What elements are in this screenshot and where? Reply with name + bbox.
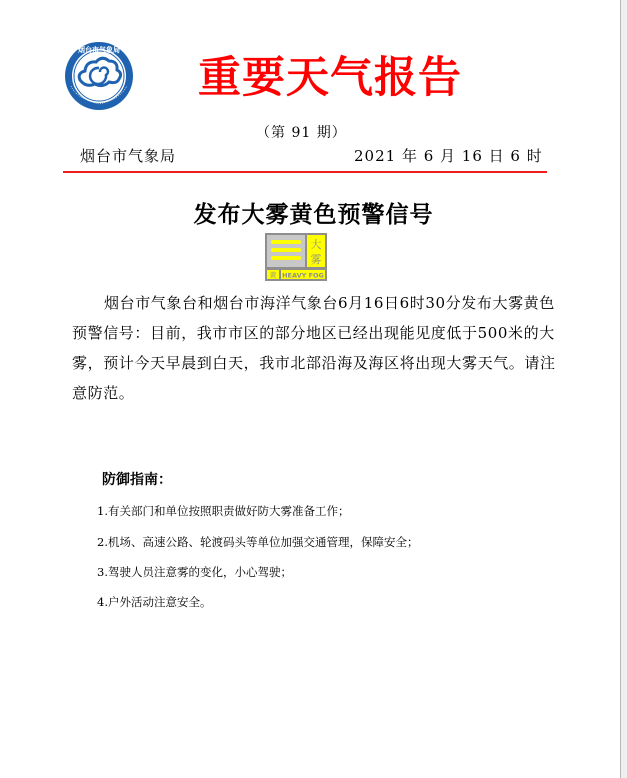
vertical-scrollbar[interactable]	[620, 0, 627, 778]
defense-guide-heading: 防御指南：	[102, 472, 172, 488]
report-title: 重要天气报告	[198, 53, 462, 103]
issue-datetime: 2021 年 6 月 16 日 6 时	[354, 147, 543, 165]
guide-item: 4.户外活动注意安全。	[97, 595, 212, 609]
issuing-organization: 烟台市气象局	[80, 147, 177, 165]
yantai-meteorological-bureau-logo-icon	[63, 40, 135, 112]
guide-item: 1.有关部门和单位按照职责做好防大雾准备工作；	[97, 504, 350, 518]
guide-item: 3.驾驶人员注意雾的变化，小心驾驶；	[97, 565, 292, 579]
issue-number: （第 91 期）	[256, 125, 347, 141]
svg-text:大: 大	[310, 238, 322, 251]
svg-text:雾: 雾	[310, 253, 322, 266]
heavy-fog-yellow-warning-icon	[265, 233, 327, 281]
red-divider	[63, 171, 547, 173]
svg-text:烟台市气象局: 烟台市气象局	[78, 46, 120, 54]
svg-text:HEAVY FOG: HEAVY FOG	[282, 271, 324, 280]
document-title: 发布大雾黄色预警信号	[193, 201, 434, 228]
guide-item: 2.机场、高速公路、轮渡码头等单位加强交通管理，保障安全；	[97, 535, 419, 549]
svg-text:黄: 黄	[269, 271, 277, 280]
warning-body-text: 烟台市气象台和烟台市海洋气象台6月16日6时30分发布大雾黄色预警信号：目前，我市市区的部分地区已经出现能见度低于500米的大雾，预计今天早晨到白天，我市北部沿海及海区将出现大雾天气。请注意防范。	[72, 294, 556, 402]
